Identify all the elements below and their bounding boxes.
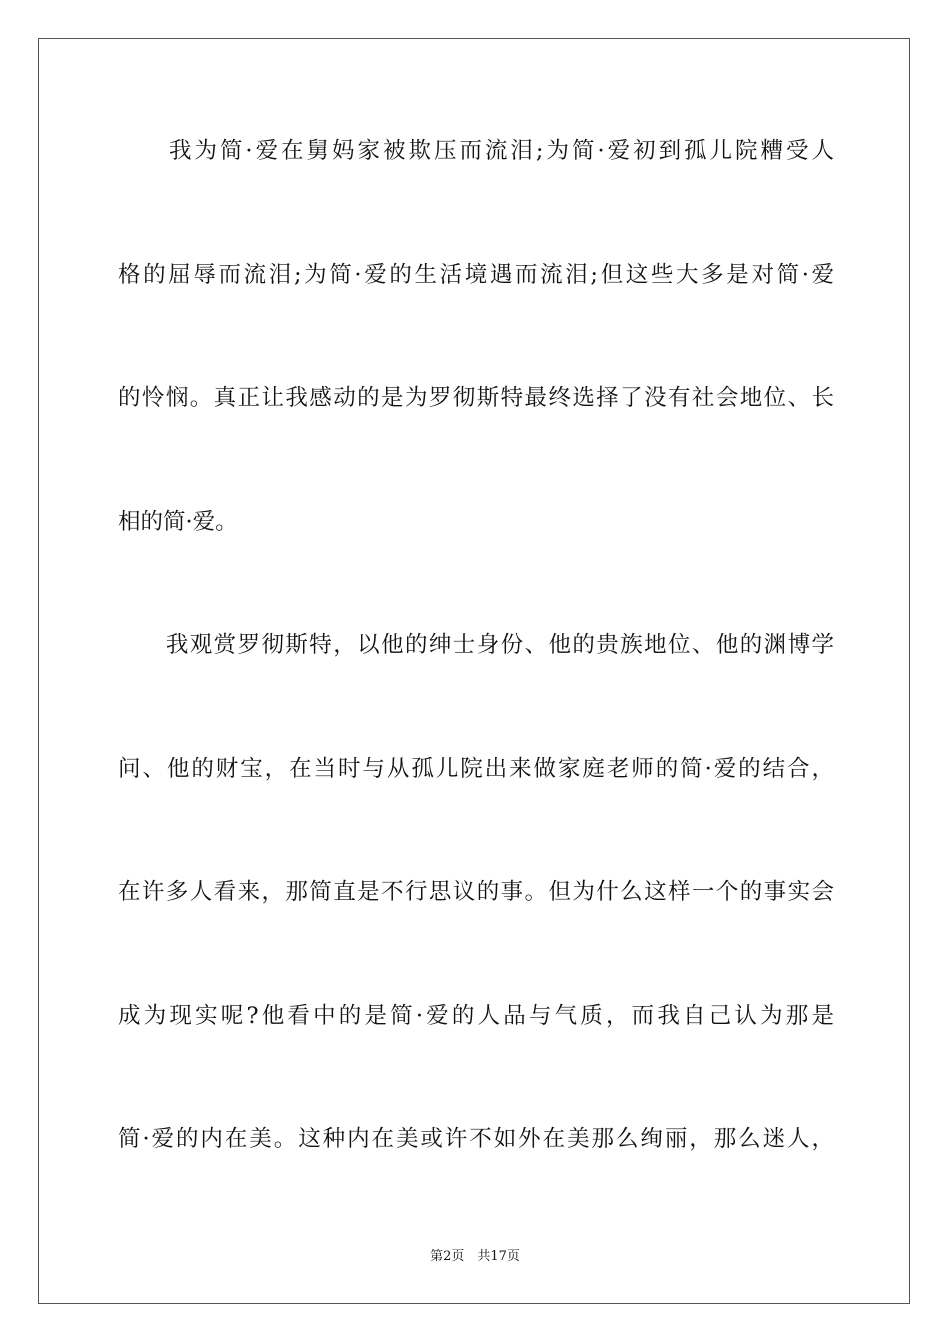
paragraph-line: 问、他的财宝，在当时与从孤儿院出来做家庭老师的简·爱的结合， [118,756,834,782]
paragraph-line: 在许多人看来，那简直是不行思议的事。但为什么这样一个的事实会 [118,879,834,905]
paragraph-line: 成为现实呢?他看中的是简·爱的人品与气质，而我自己认为那是 [118,1003,834,1029]
paragraph-line: 简·爱的内在美。这种内在美或许不如外在美那么绚丽，那么迷人， [118,1126,834,1152]
paragraph-line: 我为简·爱在舅妈家被欺压而流泪;为简·爱初到孤儿院糟受人 [118,138,834,164]
paragraph-line: 相的简·爱。 [118,509,238,535]
page-border [38,38,910,1304]
paragraph-line: 格的屈辱而流泪;为简·爱的生活境遇而流泪;但这些大多是对简·爱 [118,262,834,288]
paragraph-line: 我观赏罗彻斯特，以他的绅士身份、他的贵族地位、他的渊博学 [118,632,834,658]
page-number-footer: 第2页 共17页 [430,1249,520,1264]
paragraph-line: 的怜悯。真正让我感动的是为罗彻斯特最终选择了没有社会地位、长 [118,385,834,411]
